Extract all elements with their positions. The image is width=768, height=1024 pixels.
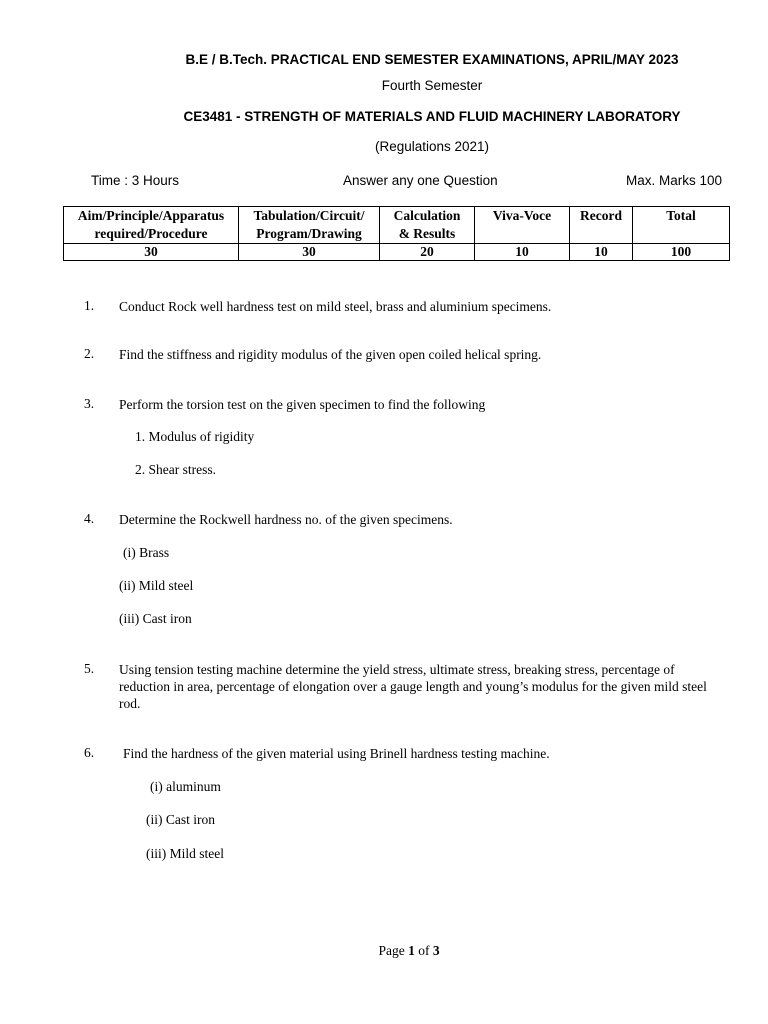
header-total (633, 207, 730, 244)
sub-item: (iii) Mild steel (146, 846, 224, 861)
time-duration: Time : 3 Hours (91, 173, 180, 188)
header-tabulation-line2: Program/Drawing (256, 226, 362, 241)
sub-item: 1. Modulus of rigidity (135, 429, 255, 444)
question-number: 5. (84, 661, 95, 676)
header-aim (64, 207, 239, 244)
question-text: Using tension testing machine determine the yield stress, ultimate stress, breaking stress, percentage of reduction in area, percentage of elongation over a gauge length and young’s modulus for the given mild steel rod. (119, 662, 707, 711)
sub-item: (i) Brass (123, 545, 170, 560)
sub-item: (ii) Cast iron (146, 812, 215, 827)
question-text: Determine the Rockwell hardness no. of the given specimens. (119, 512, 453, 527)
header-calculation (380, 207, 475, 244)
question-number: 1. (84, 298, 95, 313)
question-number: 3. (84, 396, 95, 411)
header-viva-voce-label: Viva-Voce (492, 208, 552, 223)
marks-table-values-row (64, 244, 730, 261)
header-aim-line2: required/Procedure (94, 226, 208, 241)
page-prefix: Page (378, 943, 405, 958)
page-footer (0, 943, 768, 959)
semester: Fourth Semester (381, 78, 483, 93)
header-tabulation (239, 207, 380, 244)
header-total-label: Total (666, 208, 696, 223)
page-total: 3 (432, 943, 440, 958)
value-viva-voce: 10 (475, 244, 570, 261)
question-number: 4. (84, 511, 95, 526)
page-current: 1 (408, 943, 415, 958)
header-aim-line1: Aim/Principle/Apparatus (77, 208, 225, 223)
marks-table (63, 206, 730, 261)
header-record-label: Record (580, 208, 622, 223)
value-aim: 30 (64, 244, 239, 261)
regulations: (Regulations 2021) (374, 139, 490, 154)
sub-item: 2. Shear stress. (135, 462, 216, 477)
question-text: Perform the torsion test on the given specimen to find the following (119, 397, 486, 412)
subject-title: CE3481 - STRENGTH OF MATERIALS AND FLUID MACHINERY LABORATORY (183, 109, 681, 124)
header-calculation-line2: & Results (398, 226, 456, 241)
value-calculation: 20 (380, 244, 475, 261)
value-total: 100 (633, 244, 730, 261)
sub-item: (iii) Cast iron (119, 611, 192, 626)
question-text: Conduct Rock well hardness test on mild steel, brass and aluminium specimens. (119, 299, 552, 314)
value-record: 10 (570, 244, 633, 261)
value-tabulation: 30 (239, 244, 380, 261)
question-number: 2. (84, 346, 95, 361)
exam-title: B.E / B.Tech. PRACTICAL END SEMESTER EXAMINATIONS, APRIL/MAY 2023 (185, 52, 679, 67)
marks-table-header-row (64, 207, 730, 244)
max-marks: Max. Marks 100 (626, 173, 723, 188)
question-text: Find the stiffness and rigidity modulus of the given open coiled helical spring. (119, 347, 542, 362)
instruction: Answer any one Question (343, 173, 498, 188)
header-viva-voce (475, 207, 570, 244)
question-number: 6. (84, 745, 95, 760)
sub-item: (ii) Mild steel (119, 578, 194, 593)
header-record (570, 207, 633, 244)
sub-item: (i) aluminum (150, 779, 221, 794)
question-text: Find the hardness of the given material using Brinell hardness testing machine. (123, 746, 550, 761)
header-calculation-line1: Calculation (393, 208, 461, 223)
header-tabulation-line1: Tabulation/Circuit/ (253, 208, 365, 223)
page-of: of (418, 943, 430, 958)
